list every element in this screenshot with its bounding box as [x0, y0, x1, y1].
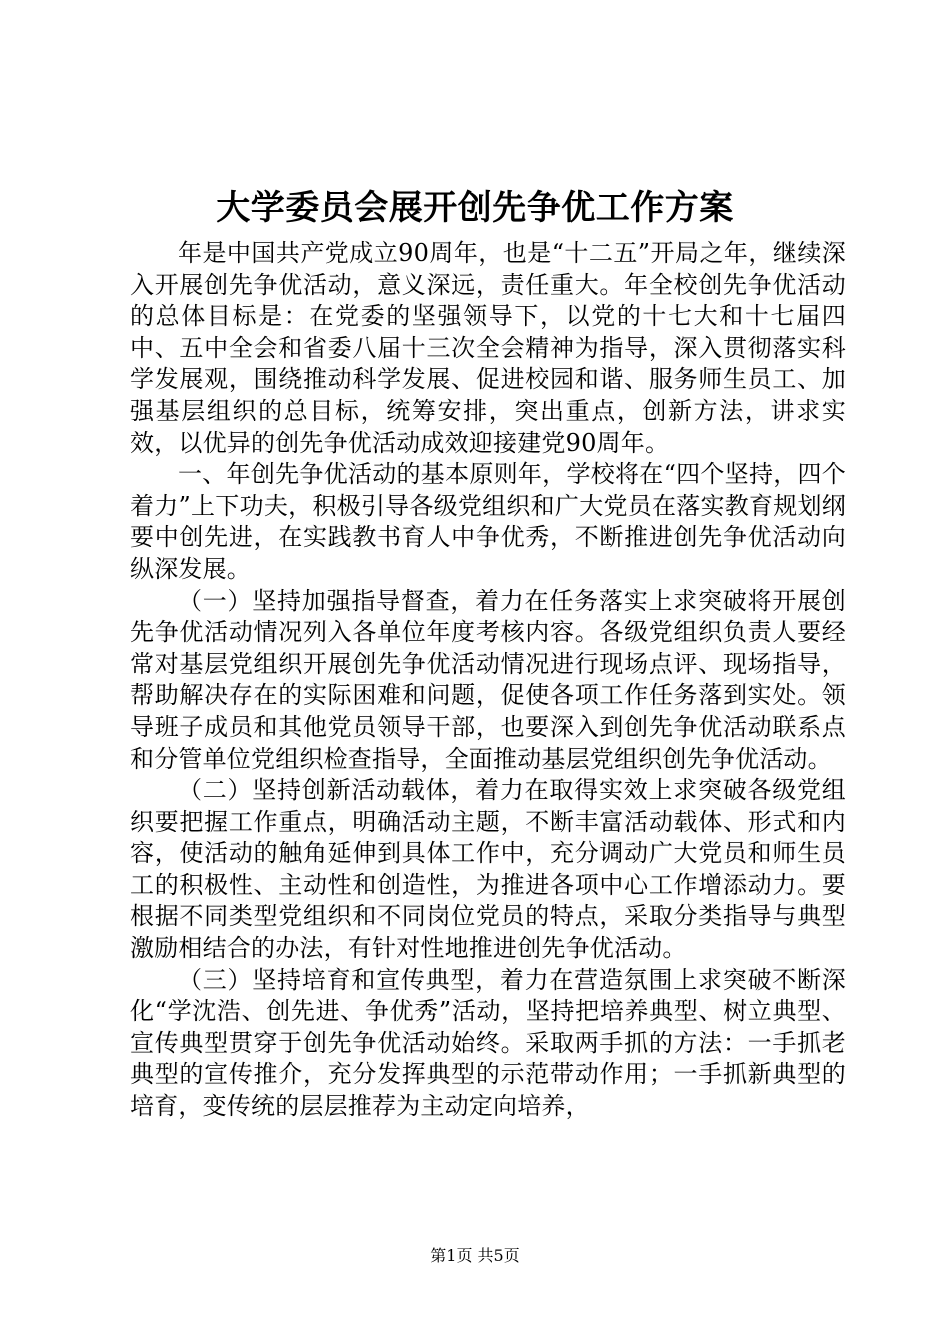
page-title: 大学委员会展开创先争优工作方案: [216, 188, 734, 228]
paragraph-section-1: 一、年创先争优活动的基本原则年，学校将在“四个坚持，四个着力”上下功夫，积极引导各级党组织和广大党员在落实教育规划纲要中创先进，在实践教书育人中争优秀，不断推进创先争优活动向纵深发展。: [130, 460, 846, 583]
paragraph-subsection-1: （一）坚持加强指导督查，着力在任务落实上求突破将开展创先争优活动情况列入各单位年度考核内容。各级党组织负责人要经常对基层党组织开展创先争优活动情况进行现场点评、现场指导，帮助解决存在的实际困难和问题，促使各项工作任务落到实处。领导班子成员和其他党员领导干部，也要深入到创先争优活动联系点和分管单位党组织检查指导，全面推动基层党组织创先争优活动。: [130, 586, 846, 773]
paragraph-subsection-2: （二）坚持创新活动载体，着力在取得实效上求突破各级党组织要把握工作重点，明确活动主题，不断丰富活动载体、形式和内容，使活动的触角延伸到具体工作中，充分调动广大党员和师生员工的积极性、主动性和创造性，为推进各项中心工作增添动力。要根据不同类型党组织和不同岗位党员的特点，采取分类指导与典型激励相结合的办法，有针对性地推进创先争优活动。: [130, 776, 846, 963]
paragraph-intro: 年是中国共产党成立90周年，也是“十二五”开局之年，继续深入开展创先争优活动，意义深远，责任重大。年全校创先争优活动的总体目标是：在党委的坚强领导下，以党的十七大和十七届四中、五中全会和省委八届十三次全会精神为指导，深入贯彻落实科学发展观，围绕推动科学发展、促进校园和谐、服务师生员工、加强基层组织的总目标，统筹安排，突出重点，创新方法，讲求实效，以优异的创先争优活动成效迎接建党90周年。: [130, 239, 846, 457]
paragraph-subsection-3: （三）坚持培育和宣传典型，着力在营造氛围上求突破不断深化“学沈浩、创先进、争优秀”活动，坚持把培养典型、树立典型、宣传典型贯穿于创先争优活动始终。采取两手抓的方法：一手抓老典型的宣传推介，充分发挥典型的示范带动作用；一手抓新典型的培育，变传统的层层推荐为主动定向培养，: [130, 965, 846, 1121]
document-body: [130, 238, 846, 1123]
page-footer: 第1页 共5页: [430, 1246, 520, 1265]
